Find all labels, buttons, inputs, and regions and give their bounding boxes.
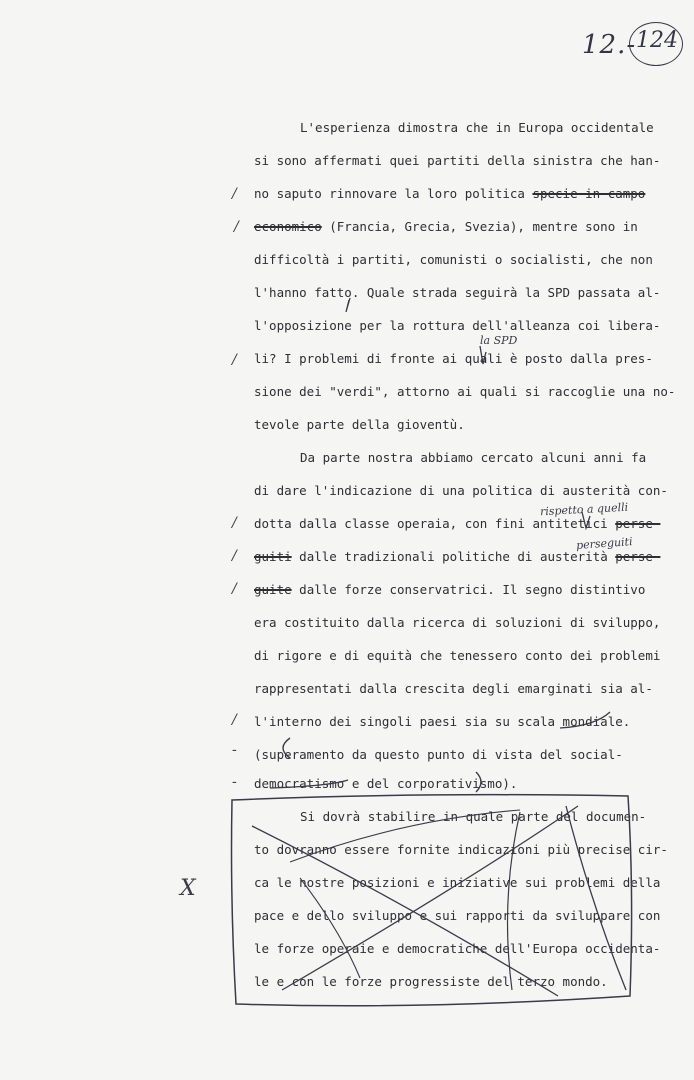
text-line: [254, 617, 660, 630]
typed-text: li? I problemi di fronte ai quali è posto dalla pres-: [254, 351, 653, 366]
handwritten-insertion-rispetto: rispetto a quelli: [539, 500, 629, 519]
typed-text: dalle forze conservatrici. Il segno distintivo: [291, 582, 646, 597]
typed-text: l'interno dei singoli paesi sia su scala mondiale.: [254, 714, 631, 729]
margin-tick: /: [232, 548, 237, 564]
typed-text: L'esperienza dimostra che in Europa occidentale: [300, 120, 654, 135]
cross-stroke: [566, 806, 626, 990]
typed-text: le forze operaie e democratiche dell'Europa occidenta-: [254, 941, 661, 956]
typed-text: di dare l'indicazione di una politica di austerità con-: [254, 483, 668, 498]
typed-text: tevole parte della gioventù.: [254, 417, 465, 432]
struck-text: perse-: [615, 549, 661, 564]
cross-stroke: [300, 878, 360, 978]
typed-text: l'opposizione per la rottura dell'alleanza coi libera-: [254, 318, 661, 333]
text-line: [254, 287, 660, 300]
typed-text: sione dei "verdi", attorno ai quali si raccoglie una no-: [254, 384, 676, 399]
struck-text: perse-: [615, 516, 661, 531]
text-line: [254, 254, 653, 267]
typed-text: ca le nostre posizioni e iniziative sui problemi della: [254, 875, 661, 890]
text-line: [254, 320, 660, 333]
margin-tick: /: [232, 186, 237, 202]
margin-tick: /: [232, 352, 237, 368]
typed-text: difficoltà i partiti, comunisti o socialisti, che non: [254, 252, 653, 267]
text-line: [254, 518, 660, 531]
text-line: [254, 910, 660, 923]
typed-text: democratismo e del corporativismo).: [254, 776, 518, 791]
cross-stroke: [282, 806, 578, 990]
typed-text: Da parte nostra abbiamo cercato alcuni anni fa: [300, 450, 647, 465]
text-line: [254, 584, 645, 597]
margin-tick: /: [232, 515, 237, 531]
struck-text: specie in campo: [532, 186, 646, 201]
struck-text: guiti: [254, 549, 292, 564]
text-line: [254, 683, 653, 696]
text-line: [254, 877, 660, 890]
typed-text: Si dovrà stabilire in quale parte del documen-: [300, 809, 647, 824]
typed-text: dalle tradizionali politiche di austerità: [291, 549, 616, 564]
text-line: [254, 353, 653, 366]
typed-text: to dovranno essere fornite indicazioni più precise cir-: [254, 842, 668, 857]
margin-cross-mark: X: [180, 876, 196, 901]
margin-tick: /: [232, 581, 237, 597]
insert-bracket: [346, 298, 350, 312]
text-line: [254, 778, 517, 791]
typed-text: l'hanno fatto. Quale strada seguirà la SPD passata al-: [254, 285, 661, 300]
text-line: [254, 749, 623, 762]
typed-text: rappresentati dalla crescita degli emarginati sia al-: [254, 681, 653, 696]
text-line: [300, 811, 646, 824]
handwritten-insertion-perseguiti: perseguiti: [575, 535, 633, 552]
circled-page-number: 124: [636, 28, 678, 53]
text-line: [254, 551, 660, 564]
typed-text: di rigore e di equità che tenessero conto dei problemi: [254, 648, 661, 663]
typed-text: pace e dello sviluppo e sui rapporti da sviluppare con: [254, 908, 661, 923]
typed-text: no saputo rinnovare la loro politica: [254, 186, 533, 201]
typed-text: dotta dalla classe operaia, con fini antitetici: [254, 516, 616, 531]
text-line: [254, 650, 660, 663]
handwritten-insertion-la-spd: la SPD: [480, 334, 518, 347]
typed-text: era costituito dalla ricerca di soluzioni di sviluppo,: [254, 615, 661, 630]
typed-text: (Francia, Grecia, Svezia), mentre sono in: [321, 219, 638, 234]
text-line: [300, 452, 646, 465]
text-line: [254, 976, 608, 989]
typed-text: si sono affermati quei partiti della sinistra che han-: [254, 153, 661, 168]
text-line: [300, 122, 654, 135]
text-line: [254, 221, 638, 234]
text-line: [254, 485, 668, 498]
text-line: [254, 419, 465, 432]
margin-tick: /: [234, 219, 239, 235]
page-number: 12.-: [582, 30, 637, 60]
margin-tick: /: [232, 712, 237, 728]
text-line: [254, 844, 668, 857]
cross-stroke: [508, 812, 521, 990]
text-line: [254, 943, 660, 956]
margin-tick: -: [232, 774, 237, 790]
typed-text: le e con le forze progressiste del terzo mondo.: [254, 974, 608, 989]
text-line: [254, 155, 660, 168]
text-line: [254, 386, 675, 399]
struck-text: guite: [254, 582, 292, 597]
typed-text: (superamento da questo punto di vista del social-: [254, 747, 623, 762]
text-line: [254, 716, 630, 729]
margin-tick: -: [232, 742, 237, 758]
struck-text: economico: [254, 219, 322, 234]
text-line: [254, 188, 645, 201]
